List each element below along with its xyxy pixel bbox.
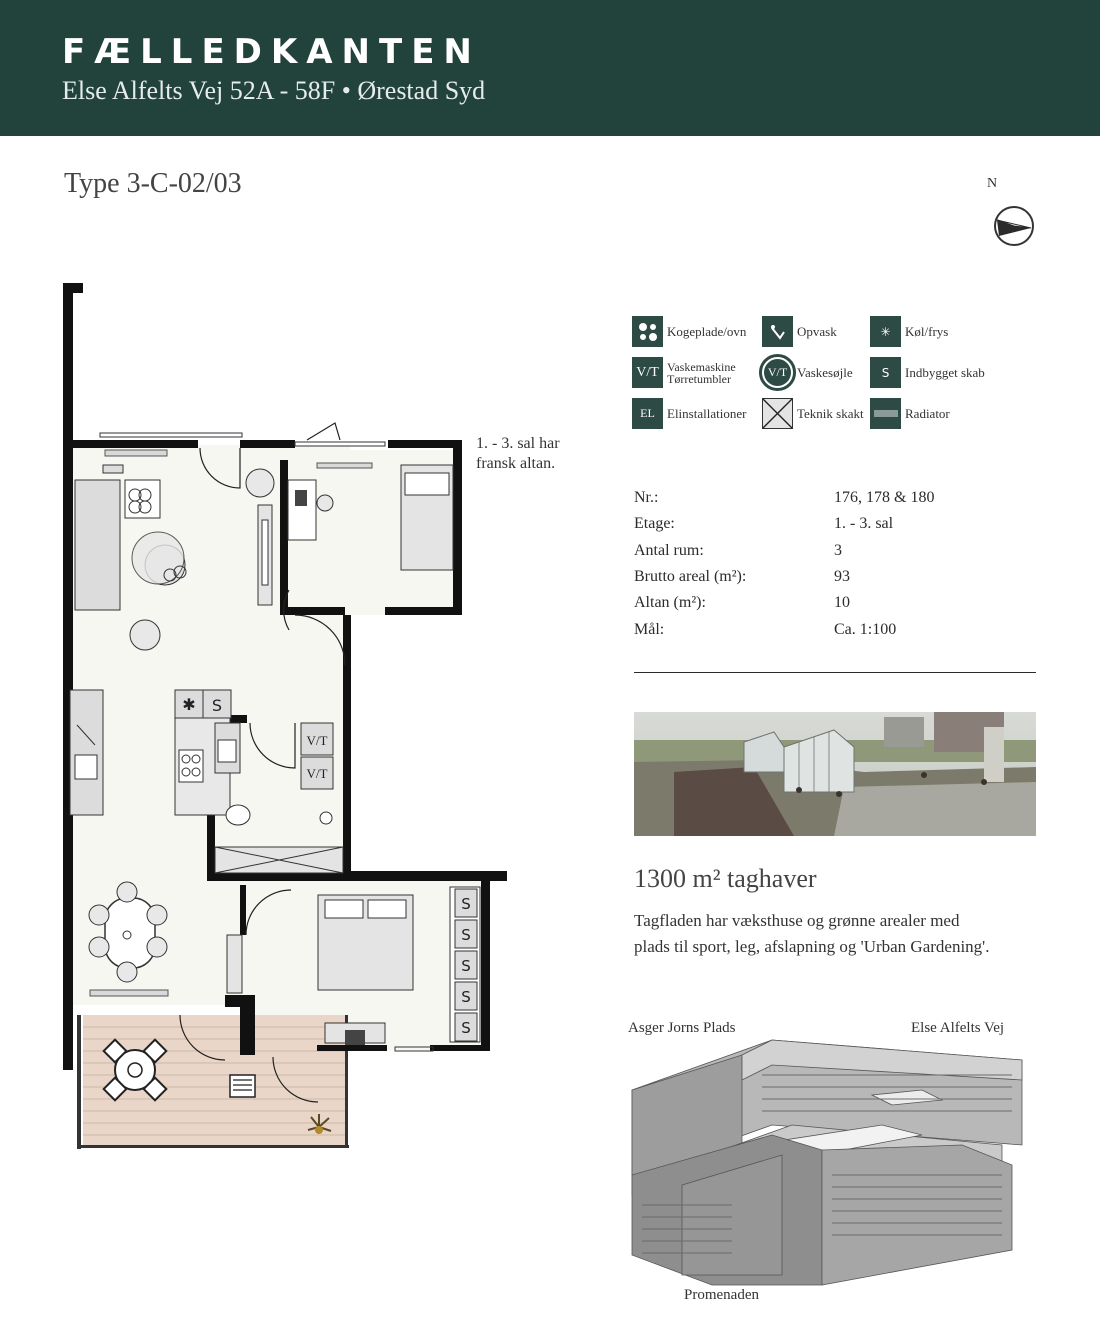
site-label-left: Asger Jorns Plads	[628, 1020, 736, 1036]
built-in-cabinet-icon: S	[870, 357, 901, 388]
electrical-icon: EL	[632, 398, 663, 429]
dryer-tag: V/T	[306, 766, 328, 781]
washer-dryer-icon: V/T	[632, 357, 663, 388]
closet-tag: S	[461, 957, 471, 975]
legend-item: ✳ Køl/frys	[870, 316, 948, 347]
site-label-bottom: Promenaden	[684, 1287, 759, 1303]
legend-item: S Indbygget skab	[870, 357, 985, 388]
technical-shaft-icon	[762, 398, 793, 429]
brand-name: FÆLLEDKANTEN	[62, 32, 481, 72]
legend-item: V/T Vaskemaskine Tørretumbler	[632, 357, 752, 388]
building-block-render	[622, 1035, 1032, 1295]
terrace	[77, 1015, 349, 1149]
spec-row: Etage: 1. - 3. sal	[634, 515, 894, 533]
roof-garden-photo	[634, 712, 1036, 836]
legend-item: V/T Vaskesøjle	[762, 357, 853, 388]
closet-tag: S	[461, 988, 471, 1006]
symbol-legend	[632, 316, 1042, 436]
fridge-freezer-icon: ✳	[870, 316, 901, 347]
washer-tag: V/T	[306, 733, 328, 748]
compass-north-label: N	[987, 176, 998, 191]
spec-row: Antal rum: 3	[634, 541, 842, 559]
spec-table	[634, 485, 1036, 643]
header-banner	[0, 0, 1100, 136]
address-line: Else Alfelts Vej 52A - 58F • Ørestad Syd	[62, 76, 486, 105]
spec-row: Mål: Ca. 1:100	[634, 620, 897, 638]
roof-garden-text: Tagfladen har væksthuse og grønne arealer med plads til sport, leg, afslapning og 'Urban Gardening'.	[634, 911, 990, 956]
dishwasher-icon	[762, 316, 793, 347]
closets	[455, 889, 477, 1041]
legend-item: Kogeplade/ovn	[632, 316, 746, 347]
spec-row: Altan (m²): 10	[634, 594, 850, 612]
storage-tag-kitchen: S	[211, 696, 223, 715]
legend-item: Radiator	[870, 398, 950, 429]
laundry-column-icon: V/T	[762, 357, 793, 388]
spec-row: Nr.: 176, 178 & 180	[634, 489, 935, 507]
compass-icon	[991, 203, 1037, 249]
spec-row: Brutto areal (m²): 93	[634, 568, 850, 586]
site-label-right: Else Alfelts Vej	[911, 1020, 1005, 1036]
fridge-tag: ✱	[182, 695, 196, 714]
floor-plan	[55, 275, 595, 1155]
legend-item: Teknik skakt	[762, 398, 864, 429]
legend-item: Opvask	[762, 316, 837, 347]
closet-tag: S	[461, 1019, 471, 1037]
french-balcony-note: 1. - 3. sal har fransk altan.	[476, 435, 560, 472]
closet-tag: S	[461, 895, 471, 913]
closet-tag: S	[461, 926, 471, 944]
cooktop-oven-icon	[632, 316, 663, 347]
radiator-icon	[870, 398, 901, 429]
divider	[634, 672, 1036, 673]
roof-garden-heading: 1300 m² taghaver	[634, 864, 817, 893]
legend-item: EL Elinstallationer	[632, 398, 746, 429]
plan-type-title: Type 3-C-02/03	[64, 168, 242, 199]
